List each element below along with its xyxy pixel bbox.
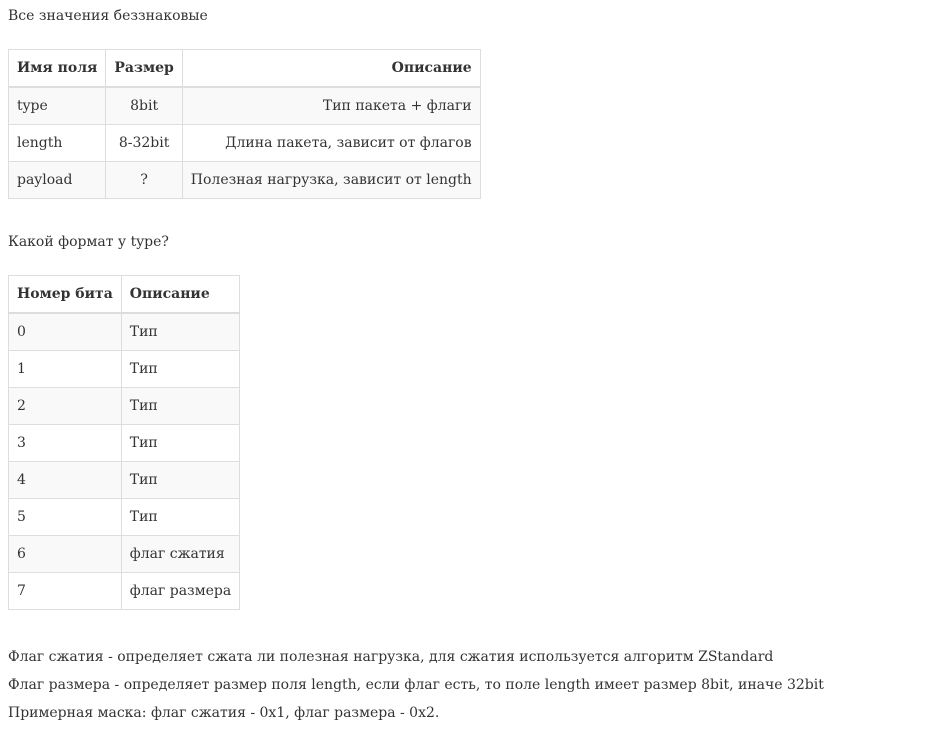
header-bit-description: Описание	[121, 276, 239, 314]
cell-bit-number: 3	[9, 425, 122, 462]
note-size-flag: Флаг размера - определяет размер поля length, если флаг есть, то поле length имеет размер 8bit, иначе 32bit	[8, 677, 824, 693]
table-row	[9, 388, 240, 425]
cell-bit-description: Тип	[121, 351, 239, 388]
question-text: Какой формат у type?	[8, 234, 169, 250]
table-row	[9, 125, 481, 162]
notes-section	[8, 643, 824, 727]
cell-bit-description: Тип	[121, 388, 239, 425]
intro-text: Все значения беззнаковые	[8, 8, 208, 24]
note-example-mask: Примерная маска: флаг сжатия - 0x1, флаг размера - 0x2.	[8, 705, 440, 721]
table-row	[9, 87, 481, 125]
table-row	[9, 425, 240, 462]
cell-field-name: type	[9, 87, 106, 125]
header-size: Размер	[106, 50, 182, 88]
cell-bit-description: Тип	[121, 313, 239, 351]
table-row	[9, 462, 240, 499]
table-header-row	[9, 276, 240, 314]
cell-bit-number: 0	[9, 313, 122, 351]
cell-bit-description: флаг сжатия	[121, 536, 239, 573]
cell-bit-description: Тип	[121, 425, 239, 462]
cell-bit-number: 7	[9, 573, 122, 610]
bits-table	[8, 275, 240, 610]
cell-bit-number: 2	[9, 388, 122, 425]
cell-bit-number: 4	[9, 462, 122, 499]
fields-table	[8, 49, 481, 199]
cell-description: Тип пакета + флаги	[182, 87, 480, 125]
cell-bit-description: флаг размера	[121, 573, 239, 610]
cell-field-name: payload	[9, 162, 106, 199]
header-description: Описание	[182, 50, 480, 88]
cell-bit-description: Тип	[121, 462, 239, 499]
header-field-name: Имя поля	[9, 50, 106, 88]
table-header-row	[9, 50, 481, 88]
header-bit-number: Номер бита	[9, 276, 122, 314]
table-row	[9, 162, 481, 199]
note-compression-flag: Флаг сжатия - определяет сжата ли полезная нагрузка, для сжатия используется алгоритм ZStandard	[8, 649, 774, 665]
cell-bit-description: Тип	[121, 499, 239, 536]
cell-bit-number: 5	[9, 499, 122, 536]
table-row	[9, 573, 240, 610]
table-row	[9, 313, 240, 351]
cell-size: 8-32bit	[106, 125, 182, 162]
table-row	[9, 499, 240, 536]
cell-description: Длина пакета, зависит от флагов	[182, 125, 480, 162]
cell-bit-number: 6	[9, 536, 122, 573]
cell-description: Полезная нагрузка, зависит от length	[182, 162, 480, 199]
cell-size: 8bit	[106, 87, 182, 125]
cell-size: ?	[106, 162, 182, 199]
table-row	[9, 536, 240, 573]
cell-bit-number: 1	[9, 351, 122, 388]
cell-field-name: length	[9, 125, 106, 162]
table-row	[9, 351, 240, 388]
